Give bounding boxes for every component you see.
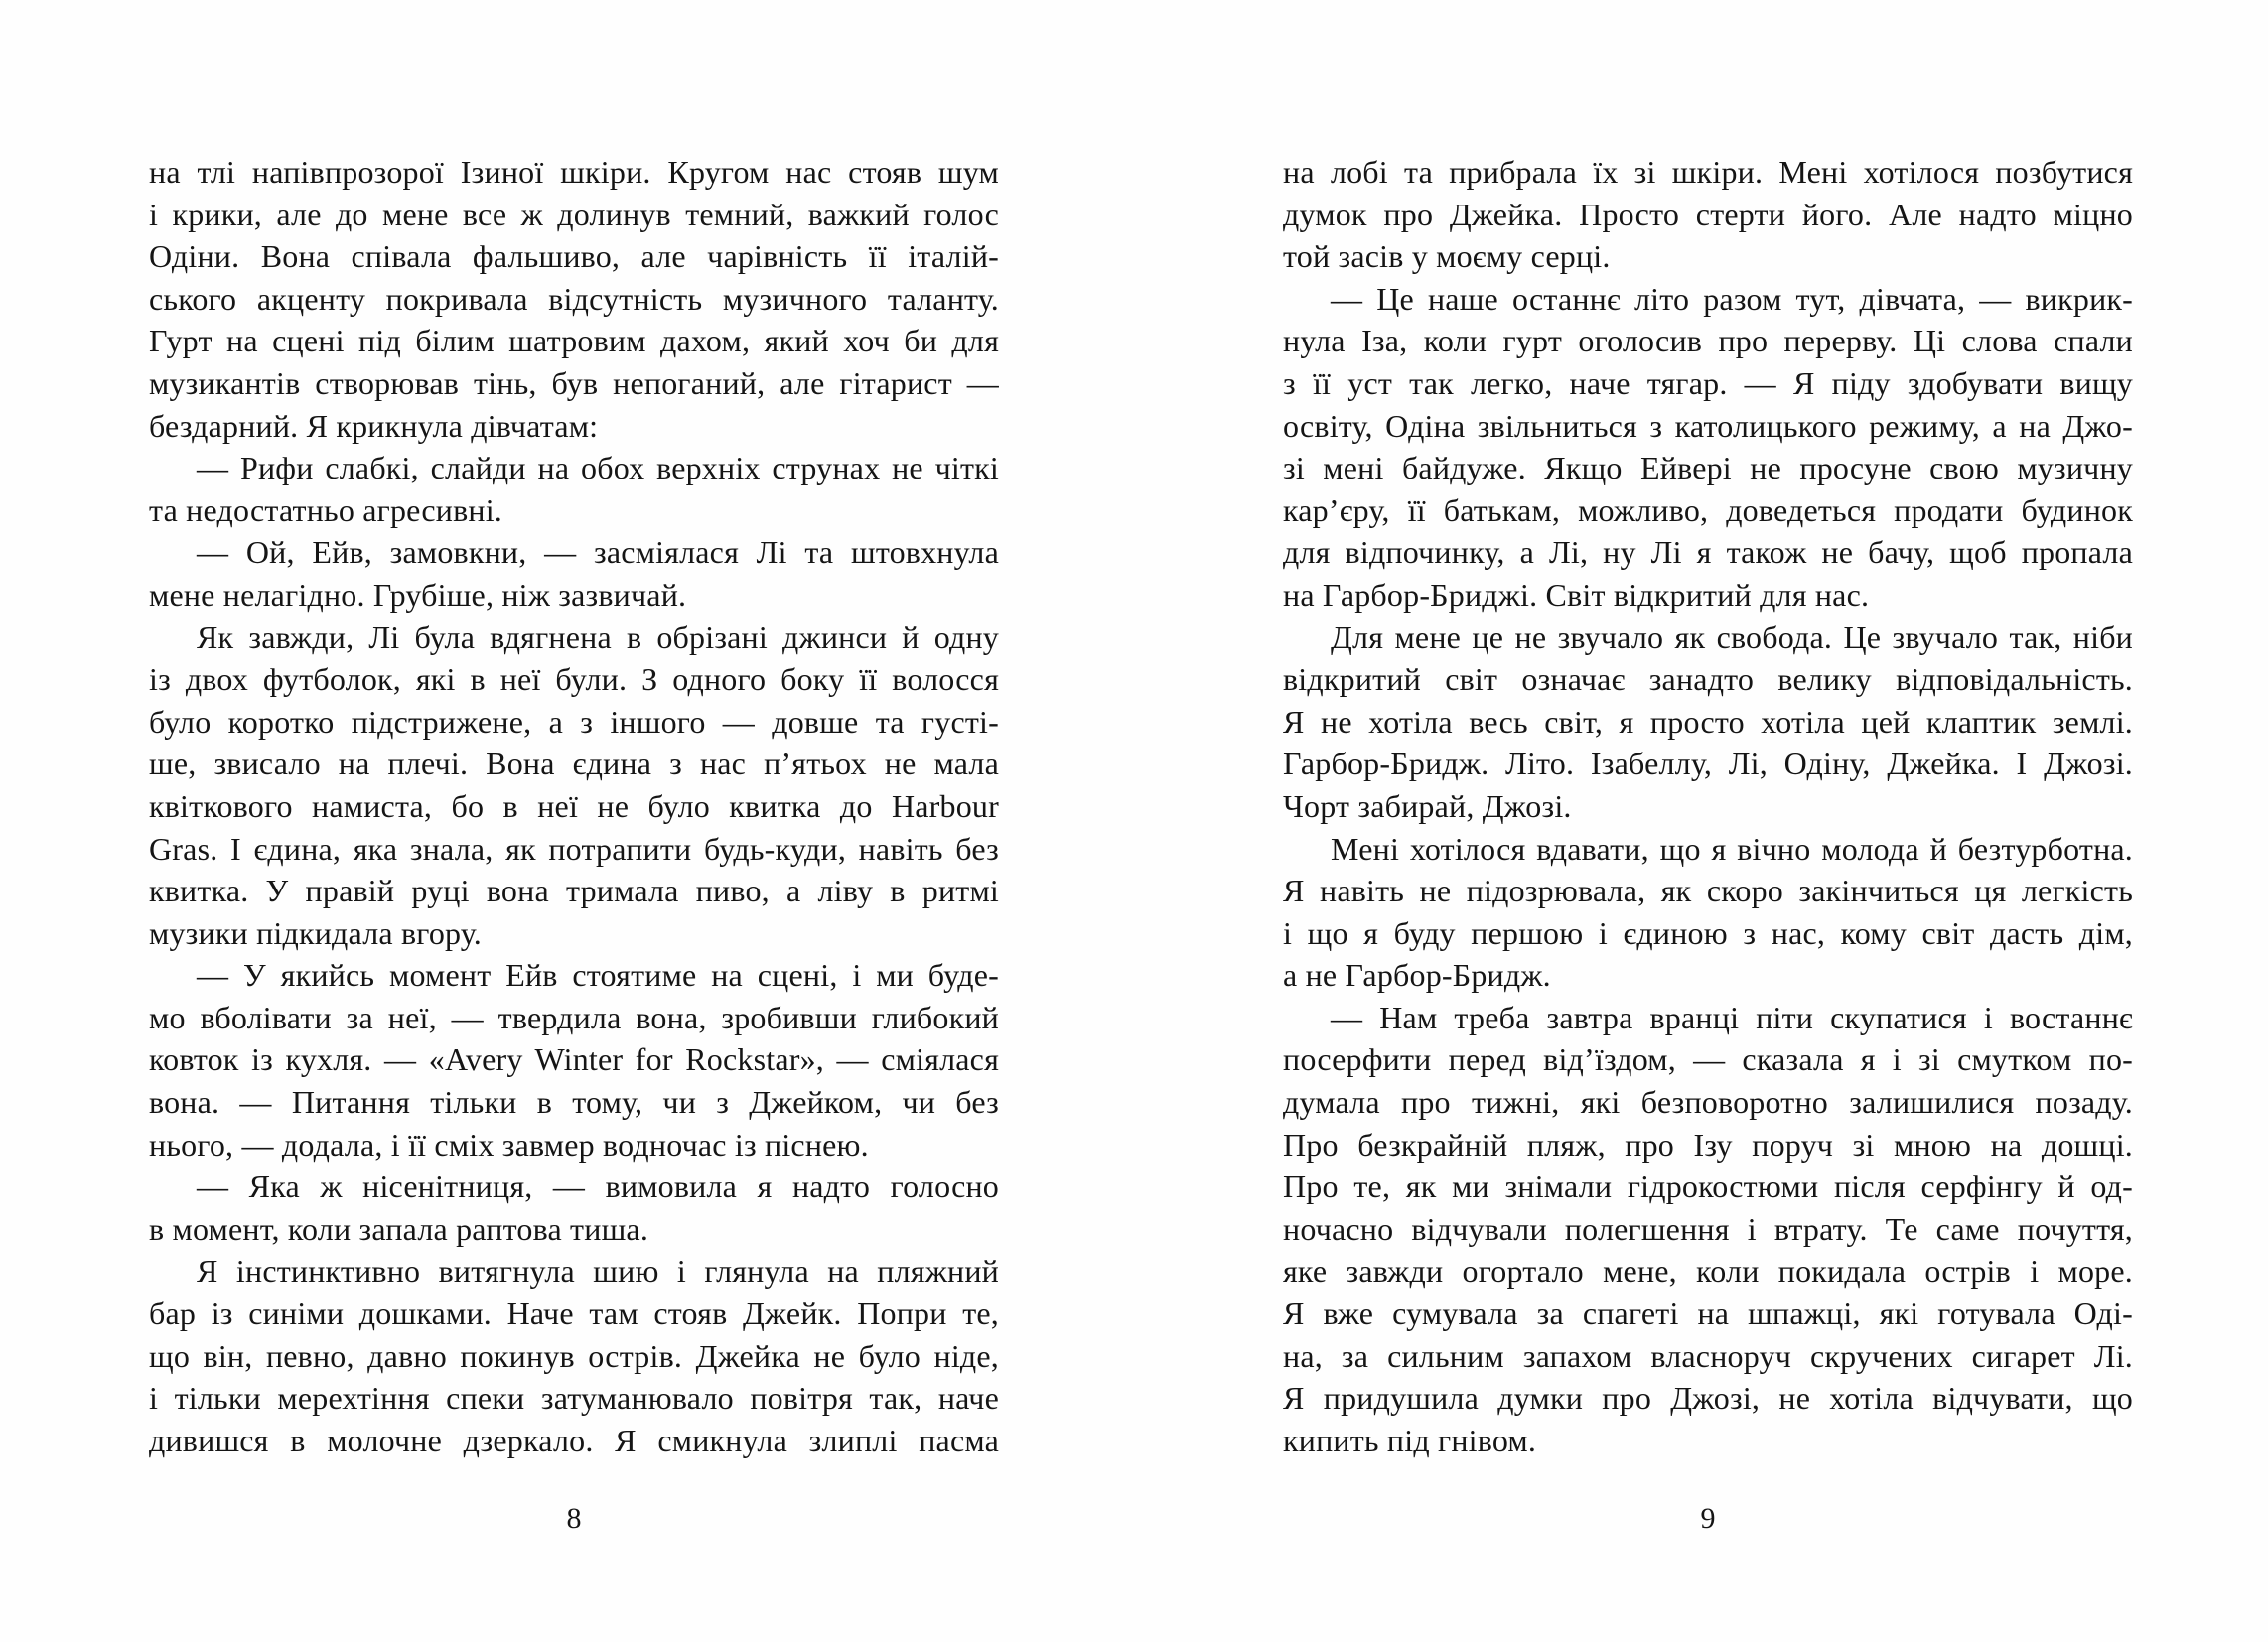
text-line: — Це наше останнє літо разом тут, дівчата, — викрик- (1331, 280, 2133, 317)
text-line: — Нам треба завтра вранці піти скупатися і востаннє (1331, 999, 2133, 1035)
text-line: освіту, Одіна звільниться з католицького режиму, а на Джо- (1283, 407, 2133, 444)
text-line: бар із синіми дошками. Наче там стояв Джейк. Попри те, (149, 1296, 999, 1332)
text-line: а не Гарбор-Бридж. (1283, 957, 1551, 994)
page-number-right: 9 (1700, 1502, 1716, 1535)
text-line: нього, — додала, і її сміх завмер водночас із піснею. (149, 1126, 869, 1163)
text-line: — У якийсь момент Ейв стоятиме на сцені, і ми буде- (197, 957, 999, 994)
text-line: кар’єру, її батькам, можливо, доведеться продати будинок (1283, 491, 2133, 528)
text-line: нула Іза, коли гурт оголосив про перерву. Ці слова спали (1283, 323, 2133, 359)
text-line: зі мені байдуже. Якщо Ейвері не просуне свою музичну (1283, 450, 2133, 486)
text-line: і крики, але до мене все ж долинув темний, важкий голос (149, 196, 999, 232)
text-line: ночасно відчували полегшення і втрату. Те саме почуття, (1283, 1210, 2133, 1247)
text-line: ше, звисало на плечі. Вона єдина з нас п’ятьох не мала (149, 746, 999, 782)
text-line: на лобі та прибрала їх зі шкіри. Мені хотілося позбутися (1283, 154, 2133, 190)
text-line: Я не хотіла весь світ, я просто хотіла цей клаптик землі. (1283, 703, 2133, 740)
text-line: — Яка ж нісенітниця, — вимовила я надто голосно (197, 1168, 999, 1205)
text-line: і що я буду першою і єдиною з нас, кому світ дасть дім, (1283, 914, 2133, 951)
text-line: той засів у моєму серці. (1283, 238, 1611, 275)
text-line: Я придушила думки про Джозі, не хотіла відчувати, що (1283, 1380, 2133, 1417)
page-left-text-column (149, 151, 999, 1461)
text-line: дивишся в молочне дзеркало. Я смикнула злиплі пасма (149, 1422, 999, 1458)
text-line: музикантів створював тінь, був непоганий, але гітарист — (149, 364, 999, 401)
text-line: на тлі напівпрозорої Ізиної шкіри. Кругом нас стояв шум (149, 154, 999, 190)
text-line: вона. — Питання тільки в тому, чи з Джейком, чи без (149, 1084, 999, 1121)
text-line: Gras. І єдина, яка знала, як потрапити будь-куди, навіть без (149, 830, 999, 867)
text-line: що він, певно, давно покинув острів. Джейка не було ніде, (149, 1337, 999, 1374)
text-line: музики підкидала вгору. (149, 914, 483, 951)
text-line: з її уст так легко, наче тягар. — Я піду здобувати вищу (1283, 364, 2133, 401)
page-number-left: 8 (566, 1502, 582, 1535)
text-line: посерфити перед від’їздом, — сказала я і зі смутком по- (1283, 1041, 2133, 1078)
text-line: для відпочинку, а Лі, ну Лі я також не бачу, щоб пропала (1283, 534, 2133, 571)
text-line: Про те, як ми знімали гідрокостюми після серфінгу й од- (1283, 1168, 2133, 1205)
text-line: думала про тижні, які безповоротно залишилися позаду. (1283, 1084, 2133, 1121)
text-line: Як завжди, Лі була вдягнена в обрізані джинси й одну (197, 618, 999, 655)
text-line: Мені хотілося вдавати, що я вічно молода й безтурботна. (1331, 830, 2133, 867)
text-line: Я навіть не підозрювала, як скоро закінчиться ця легкість (1283, 873, 2133, 909)
text-line: Чорт забирай, Джозі. (1283, 787, 1572, 824)
text-line: із двох футболок, які в неї були. З одного боку її волосся (149, 661, 999, 698)
text-line: квитка. У правій руці вона тримала пиво, а ліву в ритмі (149, 873, 999, 909)
text-line: — Рифи слабкі, слайди на обох верхніх струнах не чіткі (197, 450, 999, 486)
text-line: Про безкрайній пляж, про Ізу поруч зі мною на дошці. (1283, 1126, 2133, 1163)
text-line: Я інстинктивно витягнула шию і глянула на пляжний (197, 1253, 999, 1290)
text-line: та недостатньо агресивні. (149, 491, 502, 528)
page-right-text-column (1283, 151, 2133, 1461)
text-line: відкритий світ означає занадто велику відповідальність. (1283, 661, 2133, 698)
text-line: на Гарбор-Бриджі. Світ відкритий для нас. (1283, 576, 1870, 613)
text-line: Для мене це не звучало як свобода. Це звучало так, ніби (1331, 618, 2133, 655)
text-line: Гурт на сцені під білим шатровим дахом, який хоч би для (149, 323, 999, 359)
text-line: в момент, коли запала раптова тиша. (149, 1210, 649, 1247)
text-line: Гарбор-Бридж. Літо. Ізабеллу, Лі, Одіну, Джейка. І Джозі. (1283, 746, 2133, 782)
text-line: — Ой, Ейв, замовкни, — засміялася Лі та штовхнула (197, 534, 999, 571)
text-line: яке завжди огортало мене, коли покидала острів і море. (1283, 1253, 2133, 1290)
text-line: Одіни. Вона співала фальшиво, але чарівність її італій- (149, 238, 999, 275)
text-line: було коротко підстрижене, а з іншого — довше та густі- (149, 703, 999, 740)
text-line: Я вже сумувала за спагеті на шпажці, які готувала Оді- (1283, 1296, 2133, 1332)
text-line: на, за сильним запахом власноруч скручених сигарет Лі. (1283, 1337, 2133, 1374)
text-line: квіткового намиста, бо в неї не було квитка до Harbour (149, 787, 999, 824)
text-line: і тільки мерехтіння спеки затуманювало повітря так, наче (149, 1380, 999, 1417)
text-line: мо вболівати за неї, — твердила вона, зробивши глибокий (149, 999, 999, 1035)
text-line: думок про Джейка. Просто стерти його. Але надто міцно (1283, 196, 2133, 232)
text-line: кипить під гнівом. (1283, 1422, 1537, 1458)
text-line: мене нелагідно. Грубіше, ніж зазвичай. (149, 576, 687, 613)
text-line: бездарний. Я крикнула дівчатам: (149, 407, 599, 444)
text-line: ського акценту покривала відсутність музичного таланту. (149, 280, 999, 317)
text-line: ковток із кухля. — «Avery Winter for Rockstar», — сміялася (149, 1041, 999, 1078)
